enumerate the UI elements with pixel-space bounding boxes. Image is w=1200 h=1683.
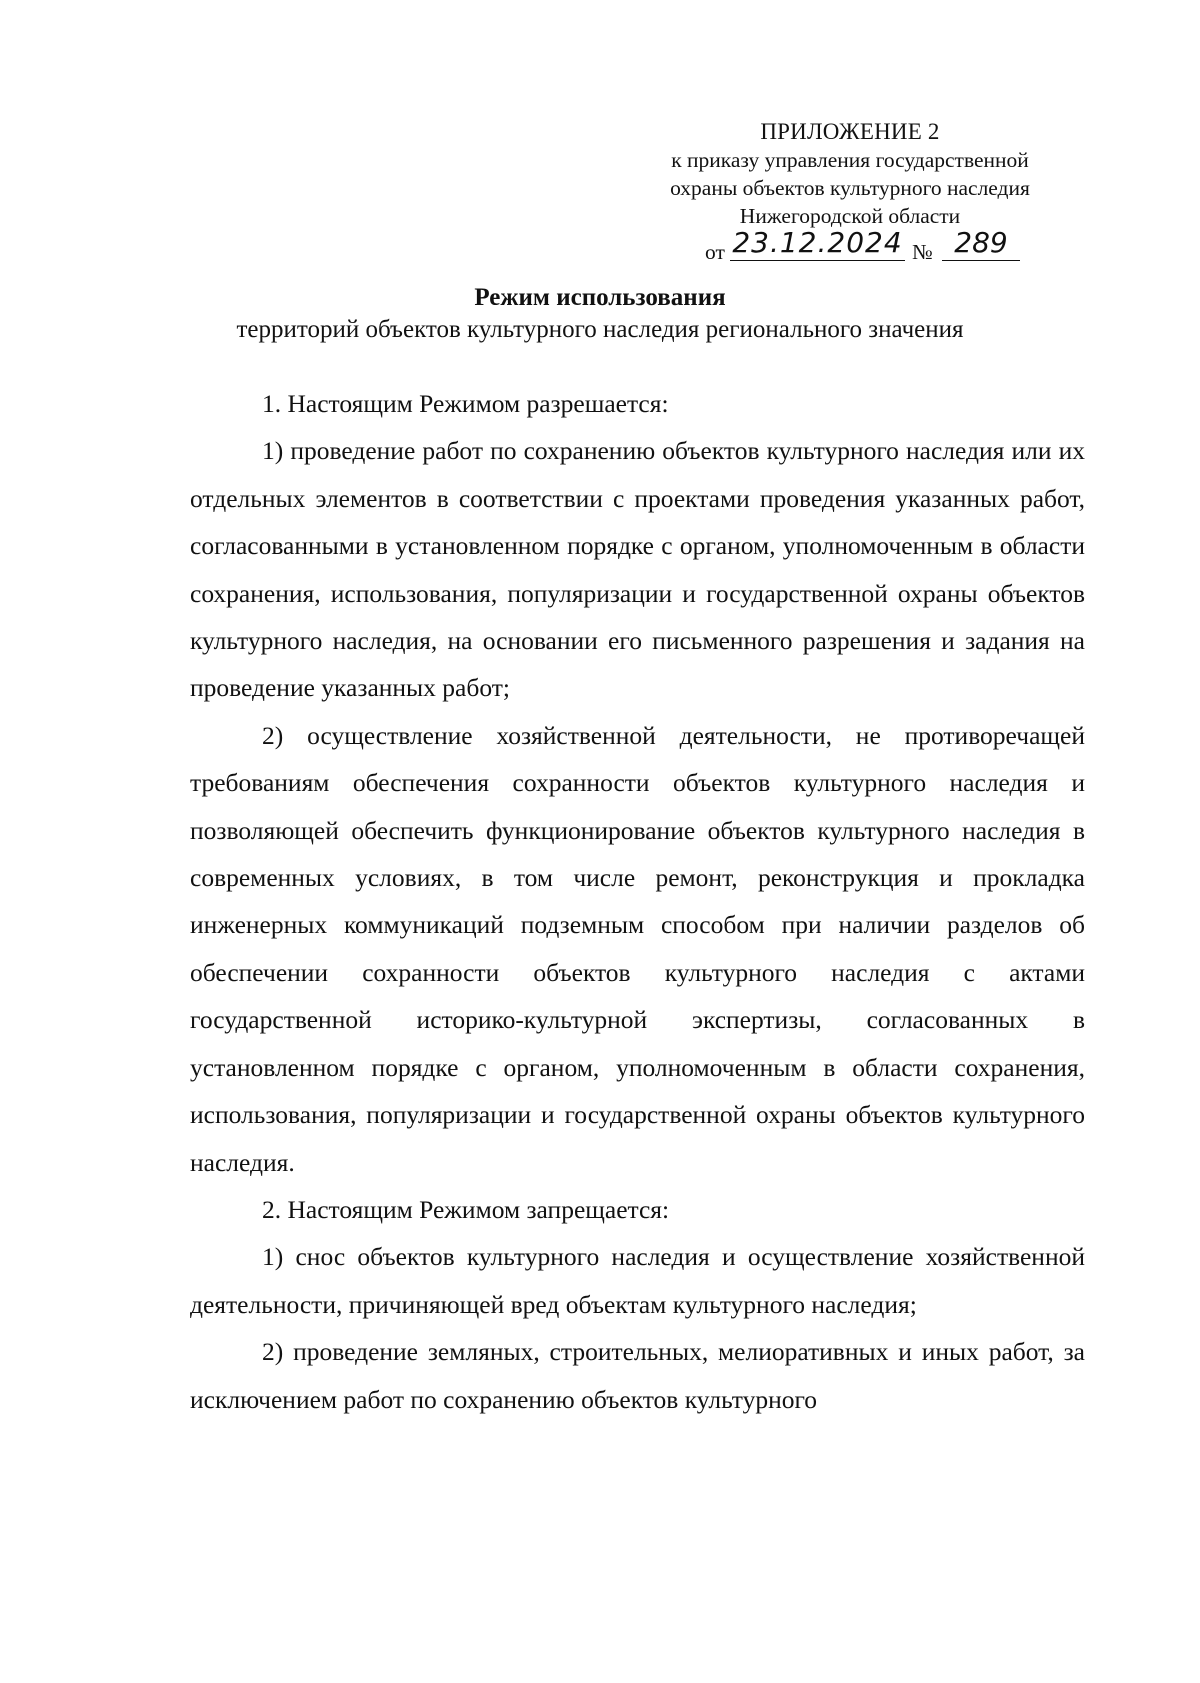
- paragraph: 2. Настоящим Режимом запрещается:: [262, 1194, 670, 1224]
- paragraph: 2) проведение земляных, строительных, мелиоративных и иных работ, за исключением работ по сохранению объектов культурного: [190, 1337, 1085, 1414]
- document-title: [0, 282, 1200, 346]
- order-date-number-line: [620, 226, 1080, 262]
- document-body: [190, 380, 1085, 1423]
- title-main: Режим использования: [474, 284, 726, 311]
- title-subtitle: территорий объектов культурного наследия регионального значения: [236, 316, 964, 343]
- from-label: от: [705, 240, 725, 264]
- number-label: №: [912, 240, 933, 264]
- annex-order-line-2: охраны объектов культурного наследия: [670, 176, 1030, 200]
- order-number: 289: [942, 226, 1020, 261]
- order-date: 23.12.2024: [730, 226, 905, 261]
- annex-order-line-1: к приказу управления государственной: [671, 148, 1029, 172]
- paragraph: 1) снос объектов культурного наследия и осуществление хозяйственной деятельности, причиняющей вред объектам культурного наследия;: [190, 1242, 1085, 1319]
- annex-order-line-3: Нижегородской области: [739, 204, 961, 228]
- annex-header: [620, 118, 1080, 262]
- paragraph: 2) осуществление хозяйственной деятельности, не противоречащей требованиям обеспечения сохранности объектов культурного наследия и позволяющей обеспечить функционирование объектов культурного наследия в современных условиях, в том числе ремонт, реконструкция и прокладка инженерных коммуникаций подземным способом при наличии разделов об обеспечении сохранности объектов культурного наследия с актами государственной историко-культурной экспертизы, согласованных в установленном порядке с органом, уполномоченным в области сохранения, использования, популяризации и государственной охраны объектов культурного наследия.: [190, 720, 1085, 1177]
- paragraph: 1. Настоящим Режимом разрешается:: [262, 389, 669, 418]
- annex-title: ПРИЛОЖЕНИЕ 2: [760, 119, 940, 144]
- paragraph: 1) проведение работ по сохранению объектов культурного наследия или их отдельных элементов в соответствии с проектами проведения указанных работ, согласованными в установленном порядке с органом, уполномоченным в области сохранения, использования, популяризации и государственной охраны объектов культурного наследия, на основании его письменного разрешения и задания на проведение указанных работ;: [190, 436, 1085, 703]
